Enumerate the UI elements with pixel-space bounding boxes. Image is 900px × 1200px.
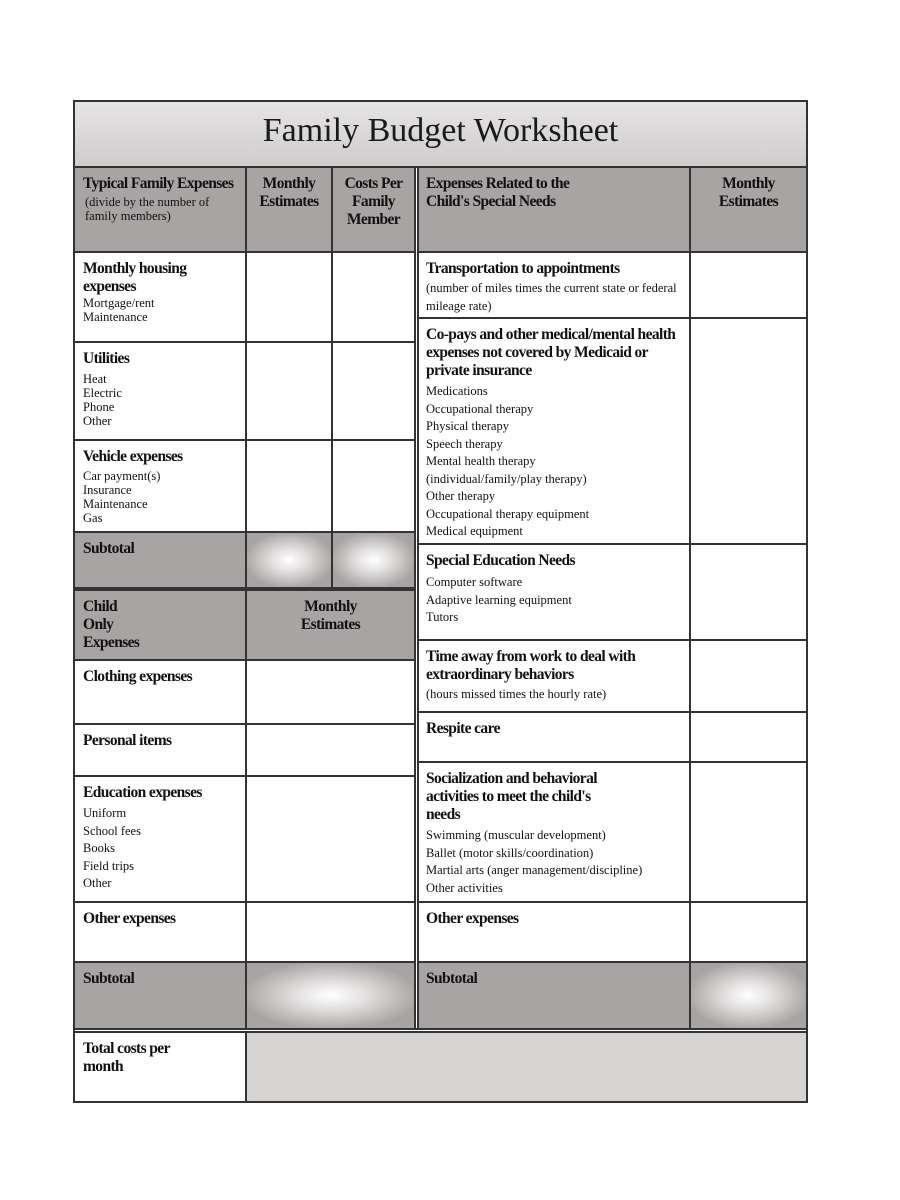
special-education-title: Special Education Needs (426, 552, 575, 569)
grid-line (75, 531, 416, 533)
social-item-swimming: Swimming (muscular development) (426, 828, 606, 842)
education-title: Education expenses (83, 784, 202, 801)
transportation-monthly-input[interactable] (691, 253, 806, 317)
left-header-per-member-label: Costs Per Family Member (344, 175, 403, 228)
education-item-uniform: Uniform (83, 806, 127, 820)
right-header-title: Expenses Related to the Child's Special Needs (426, 175, 570, 210)
vehicle-item-insurance: Insurance (83, 483, 132, 497)
medical-item-occupational-therapy: Occupational therapy (426, 401, 534, 416)
education-item-other: Other (83, 876, 112, 890)
education-item-field-trips: Field trips (83, 858, 135, 873)
utilities-item-electric: Electric (83, 386, 122, 400)
left-header-monthly-label: Monthly Estimates (259, 175, 319, 210)
social-item-ballet: Ballet (motor skills/coordination) (426, 845, 594, 860)
right-row-special-education (418, 545, 689, 639)
right-row-medical (418, 319, 689, 543)
child-other-expenses-title: Other expenses (83, 910, 176, 927)
respite-title: Respite care (426, 720, 500, 737)
right-header-monthly-label: Monthly Estimates (718, 175, 779, 210)
budget-worksheet (73, 100, 808, 1103)
medical-item-mental-health-therapy: Mental health therapy (426, 454, 536, 468)
right-row-transportation (418, 253, 689, 317)
grid-line (75, 439, 416, 441)
housing-item-mortgage: Mortgage/rent (83, 296, 155, 310)
grid-line (417, 761, 806, 763)
medical-item-speech-therapy: Speech therapy (426, 436, 503, 451)
grid-line (245, 1031, 247, 1103)
utilities-title: Utilities (83, 350, 130, 367)
right-subtotal-label: Subtotal (426, 970, 478, 987)
grid-line (75, 775, 416, 777)
right-row-socialization (418, 763, 689, 901)
left-row-vehicle (75, 441, 245, 531)
left-header-note: (divide by the number of family members) (85, 195, 210, 223)
vehicle-per-member-input[interactable] (333, 441, 414, 531)
medical-item-physical-therapy: Physical therapy (426, 419, 509, 433)
child-row-education (75, 777, 245, 901)
transportation-title: Transportation to appointments (426, 260, 620, 277)
right-subtotal-label-cell (418, 963, 689, 1028)
worksheet-title: Family Budget Worksheet (262, 112, 619, 149)
time-away-note: (hours missed times the hourly rate) (426, 687, 607, 701)
left-subtotal-monthly[interactable] (247, 533, 331, 587)
medical-item-individual-family-play: (individual/family/play therapy) (426, 471, 587, 486)
grid-line (331, 168, 333, 589)
special-ed-item-software: Computer software (426, 575, 523, 589)
grid-line (75, 901, 416, 903)
right-row-respite (418, 713, 689, 761)
left-row-housing (75, 253, 245, 341)
right-other-expenses-title: Other expenses (426, 910, 519, 927)
utilities-item-heat: Heat (83, 372, 107, 386)
personal-monthly-input[interactable] (247, 725, 414, 775)
right-subtotal-monthly[interactable] (691, 963, 806, 1028)
left-row-utilities (75, 343, 245, 439)
total-label-cell (75, 1033, 245, 1101)
housing-monthly-input[interactable] (247, 253, 331, 341)
left-subtotal-label: Subtotal (83, 540, 135, 557)
title-bar (75, 102, 806, 168)
vehicle-item-car-payment: Car payment(s) (83, 469, 161, 483)
child-header-monthly (247, 591, 414, 659)
total-label: Total costs per month (83, 1040, 170, 1075)
vehicle-item-maintenance: Maintenance (83, 497, 148, 511)
right-row-other (418, 903, 689, 961)
education-monthly-input[interactable] (247, 777, 414, 901)
grid-line (417, 317, 806, 319)
grid-line (417, 639, 806, 641)
left-header-per-member (333, 168, 414, 251)
clothing-title: Clothing expenses (83, 668, 193, 685)
grid-line (75, 961, 416, 963)
left-header-monthly (247, 168, 331, 251)
socialization-monthly-input[interactable] (691, 763, 806, 901)
grid-line (417, 961, 806, 963)
grid-line (75, 589, 416, 591)
housing-per-member-input[interactable] (333, 253, 414, 341)
special-ed-monthly-input[interactable] (691, 545, 806, 639)
child-subtotal-label: Subtotal (83, 970, 135, 987)
left-subtotal-label-cell (75, 533, 245, 587)
grid-line (75, 659, 416, 661)
vehicle-monthly-input[interactable] (247, 441, 331, 531)
child-header-expenses (75, 591, 245, 659)
transportation-note: (number of miles times the current state or federal mileage rate) (426, 281, 677, 313)
medical-item-medications: Medications (426, 384, 488, 398)
grid-line (75, 251, 416, 253)
special-ed-item-adaptive: Adaptive learning equipment (426, 592, 572, 607)
vehicle-item-gas: Gas (83, 511, 103, 525)
social-item-martial-arts: Martial arts (anger management/discipline) (426, 863, 643, 877)
grid-line (417, 711, 806, 713)
utilities-monthly-input[interactable] (247, 343, 331, 439)
utilities-per-member-input[interactable] (333, 343, 414, 439)
child-header-title: Child Only Expenses (83, 598, 140, 651)
grid-line (75, 1028, 806, 1030)
social-item-other: Other activities (426, 880, 503, 895)
personal-items-title: Personal items (83, 732, 172, 749)
vehicle-title: Vehicle expenses (83, 448, 183, 465)
utilities-item-other: Other (83, 414, 112, 428)
right-row-time-away (418, 641, 689, 711)
left-subtotal-per-member[interactable] (333, 533, 414, 587)
time-away-title: Time away from work to deal with extraordinary behaviors (426, 648, 636, 683)
right-other-monthly-input[interactable] (691, 903, 806, 961)
time-away-monthly-input[interactable] (691, 641, 806, 711)
grid-line (417, 901, 806, 903)
left-header-title: Typical Family Expenses (83, 175, 234, 192)
special-ed-item-tutors: Tutors (426, 610, 459, 624)
education-item-school-fees: School fees (83, 823, 141, 838)
utilities-item-phone: Phone (83, 400, 115, 414)
grid-line (75, 723, 416, 725)
grid-line (417, 251, 806, 253)
socialization-title: Socialization and behavioral activities to meet the child's needs (426, 770, 597, 823)
child-row-personal (75, 725, 245, 775)
respite-monthly-input[interactable] (691, 713, 806, 761)
grid-line (417, 543, 806, 545)
total-value-cell[interactable] (247, 1033, 806, 1101)
child-subtotal-label-cell (75, 963, 245, 1028)
medical-item-ot-equipment: Occupational therapy equipment (426, 506, 590, 521)
housing-title: Monthly housing expenses (83, 260, 187, 295)
medical-item-other-therapy: Other therapy (426, 489, 496, 503)
grid-line (75, 1031, 806, 1033)
child-header-monthly-label: Monthly Estimates (300, 598, 361, 633)
child-subtotal-monthly[interactable] (247, 963, 414, 1028)
medical-item-medical-equipment: Medical equipment (426, 524, 523, 538)
child-other-monthly-input[interactable] (247, 903, 414, 961)
child-row-other (75, 903, 245, 961)
grid-line (75, 341, 416, 343)
education-item-books: Books (83, 841, 115, 855)
right-header-expenses (418, 168, 689, 251)
clothing-monthly-input[interactable] (247, 661, 414, 723)
child-row-clothing (75, 661, 245, 723)
right-header-monthly (691, 168, 806, 251)
housing-item-maintenance: Maintenance (83, 310, 148, 324)
left-header-expenses (75, 168, 245, 251)
medical-monthly-input[interactable] (691, 319, 806, 543)
medical-title: Co-pays and other medical/mental health expenses not covered by Medicaid or private insurance (426, 326, 676, 379)
